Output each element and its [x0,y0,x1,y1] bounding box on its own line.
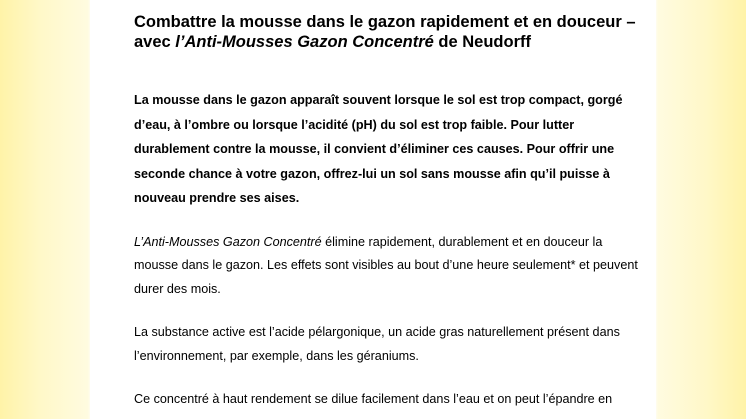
headline-part-1: Combattre la mousse dans le gazon rapidement et en douceur – avec [134,13,636,51]
headline-product-name: l’Anti-Mousses Gazon Concentré [175,33,434,51]
paragraph-2: La substance active est l’acide pélargonique, un acide gras naturellement présent dans l’environnement, par exemple, dans les géraniums. [134,325,620,363]
headline [134,12,649,52]
paragraph-1 [134,231,649,301]
paragraph-1-text: élimine rapidement, durablement et en douceur la mousse dans le gazon. Les effets sont visibles au bout d’une heure seulement* et peuvent durer des mois. [134,234,638,296]
document-content [134,12,649,411]
document-page [90,0,656,419]
headline-part-2: de Neudorff [433,33,531,51]
paragraph-1-product-name: L’Anti-Mousses Gazon Concentré [134,234,322,249]
paragraph-3: Ce concentré à haut rendement se dilue facilement dans l’eau et on peut l’épandre en [134,392,613,406]
lead-paragraph: La mousse dans le gazon apparaît souvent lorsque le sol est trop compact, gorgé d’eau, à l’ombre ou lorsque l’acidité (pH) du sol est trop faible. Pour lutter durablement contre la mousse, il convient d’éliminer ces causes. Pour offrir une seconde chance à votre gazon, offrez-lui un sol sans mousse afin qu’il puisse à nouveau prendre ses aises. [134,93,623,206]
